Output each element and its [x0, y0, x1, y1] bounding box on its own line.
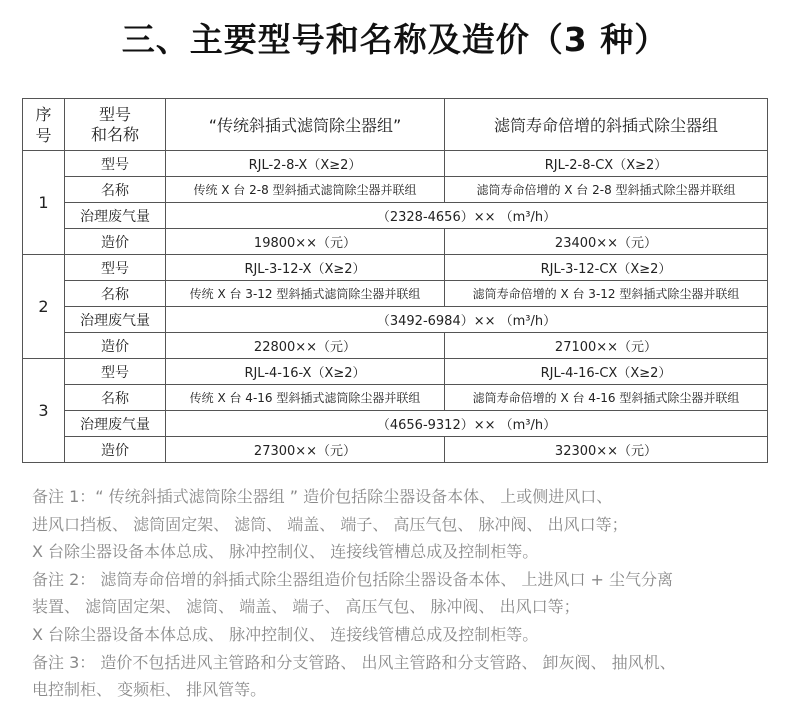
table-row [23, 307, 768, 333]
row-label-air-volume: 治理废气量 [65, 203, 166, 229]
row-label-air-volume: 治理废气量 [65, 411, 166, 437]
air-volume-value: （4656-9312）×× （m³/h） [166, 411, 768, 437]
price-enhanced: 23400××（元） [445, 229, 768, 255]
model-traditional: RJL-3-12-X（X≥2） [166, 255, 445, 281]
note-line: X 台除尘器设备本体总成、 脉冲控制仪、 连接线管槽总成及控制柜等。 [32, 542, 539, 562]
header-seq-line1: 序 [35, 104, 52, 124]
note-line: 备注 2： 滤筒寿命倍增的斜插式除尘器组造价包括除尘器设备本体、 上进风口 + 尘气分离 [32, 569, 674, 589]
price-enhanced: 32300××（元） [445, 437, 768, 463]
air-volume-value: （2328-4656）×× （m³/h） [166, 203, 768, 229]
name-traditional: 传统 X 台 3-12 型斜插式滤筒除尘器并联组 [166, 281, 445, 307]
name-traditional: 传统 X 台 4-16 型斜插式滤筒除尘器并联组 [166, 385, 445, 411]
header-col-enhanced: 滤筒寿命倍增的斜插式除尘器组 [445, 99, 768, 151]
table-row [23, 333, 768, 359]
header-col-traditional: “传统斜插式滤筒除尘器组” [166, 99, 445, 151]
row-label-air-volume: 治理废气量 [65, 307, 166, 333]
table-row [23, 151, 768, 177]
group-seq: 3 [23, 359, 65, 463]
notes-section [32, 483, 782, 704]
table-row [23, 385, 768, 411]
group-seq: 1 [23, 151, 65, 255]
row-label-model: 型号 [65, 359, 166, 385]
row-label-model: 型号 [65, 255, 166, 281]
name-enhanced: 滤筒寿命倍增的 X 台 2-8 型斜插式除尘器并联组 [445, 177, 768, 203]
name-traditional: 传统 X 台 2-8 型斜插式滤筒除尘器并联组 [166, 177, 445, 203]
row-label-name: 名称 [65, 177, 166, 203]
table-row [23, 411, 768, 437]
air-volume-value: （3492-6984）×× （m³/h） [166, 307, 768, 333]
table-header-row [23, 99, 768, 151]
header-name-line1: 型号 [98, 104, 131, 124]
note-line: 装置、 滤筒固定架、 滤筒、 端盖、 端子、 高压气包、 脉冲阀、 出风口等； [32, 597, 580, 617]
row-label-name: 名称 [65, 385, 166, 411]
price-enhanced: 27100××（元） [445, 333, 768, 359]
note-line: 备注 1：“ 传统斜插式滤筒除尘器组 ” 造价包括除尘器设备本体、 上或侧进风口、 [32, 487, 613, 506]
row-label-name: 名称 [65, 281, 166, 307]
model-enhanced: RJL-4-16-CX（X≥2） [445, 359, 768, 385]
header-seq [23, 99, 65, 151]
row-label-price: 造价 [65, 333, 166, 359]
note-line: X 台除尘器设备本体总成、 脉冲控制仪、 连接线管槽总成及控制柜等。 [32, 624, 539, 644]
table-row [23, 359, 768, 385]
model-price-table [22, 98, 768, 463]
table-row [23, 229, 768, 255]
model-enhanced: RJL-3-12-CX（X≥2） [445, 255, 768, 281]
table-row [23, 437, 768, 463]
row-label-model: 型号 [65, 151, 166, 177]
page-title: 三、主要型号和名称及造价（3 种） [121, 20, 669, 59]
header-model-name [65, 99, 166, 151]
note-line: 备注 3： 造价不包括进风主管路和分支管路、 出风主管路和分支管路、 卸灰阀、 抽风机、 [32, 652, 676, 672]
table-row [23, 177, 768, 203]
table-row [23, 255, 768, 281]
row-label-price: 造价 [65, 437, 166, 463]
table-row [23, 203, 768, 229]
note-line: 进风口挡板、 滤筒固定架、 滤筒、 端盖、 端子、 高压气包、 脉冲阀、 出风口等； [32, 514, 628, 534]
model-enhanced: RJL-2-8-CX（X≥2） [445, 151, 768, 177]
price-traditional: 22800××（元） [166, 333, 445, 359]
header-seq-line2: 号 [35, 125, 52, 145]
note-line: 电控制柜、 变频柜、 排风管等。 [32, 680, 267, 700]
group-seq: 2 [23, 255, 65, 359]
name-enhanced: 滤筒寿命倍增的 X 台 4-16 型斜插式除尘器并联组 [445, 385, 768, 411]
price-traditional: 19800××（元） [166, 229, 445, 255]
table-row [23, 281, 768, 307]
model-traditional: RJL-2-8-X（X≥2） [166, 151, 445, 177]
price-traditional: 27300××（元） [166, 437, 445, 463]
row-label-price: 造价 [65, 229, 166, 255]
model-traditional: RJL-4-16-X（X≥2） [166, 359, 445, 385]
name-enhanced: 滤筒寿命倍增的 X 台 3-12 型斜插式除尘器并联组 [445, 281, 768, 307]
header-name-line2: 和名称 [90, 124, 139, 144]
